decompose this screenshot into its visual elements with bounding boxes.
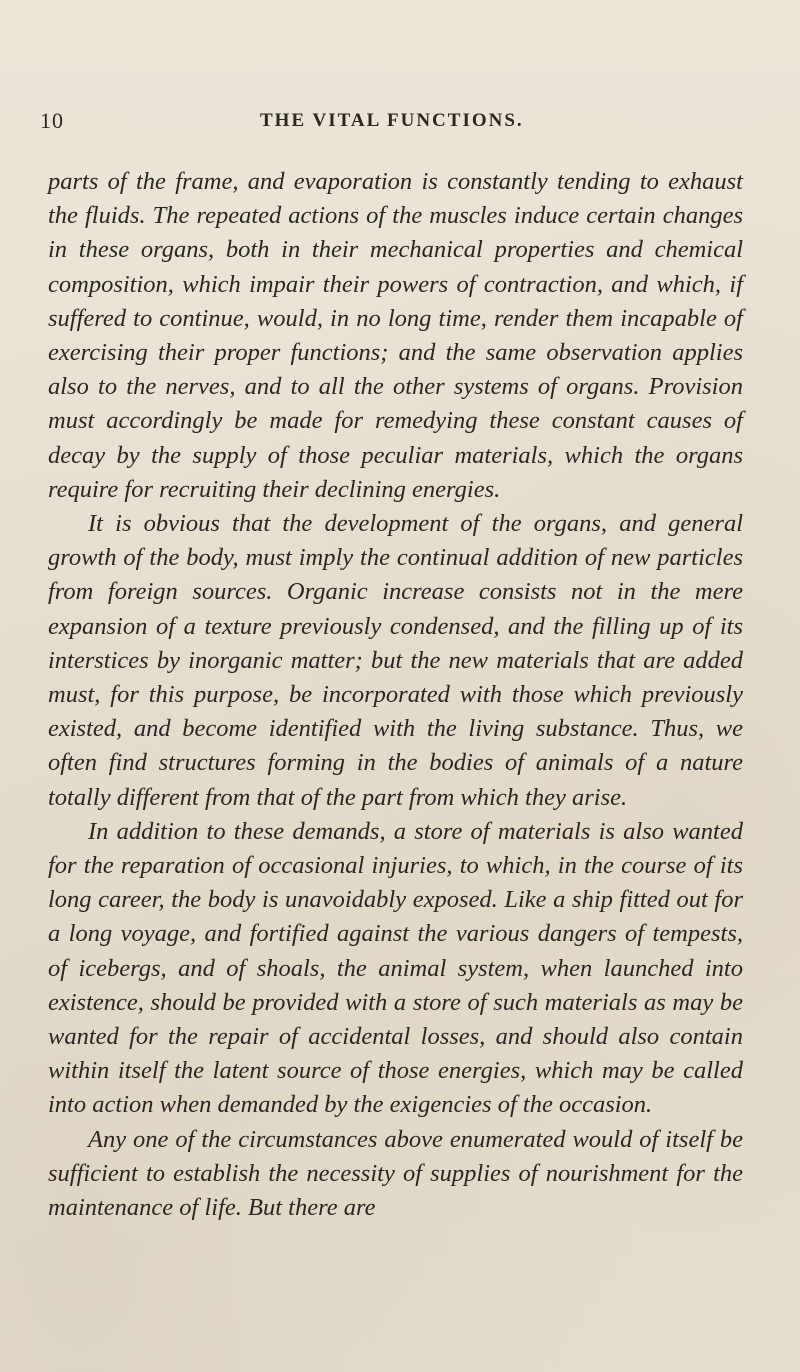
running-head: THE VITAL FUNCTIONS. bbox=[260, 110, 524, 131]
paragraph: In addition to these demands, a store of materials is also wanted for the reparation of occasional injuries, to which, in the course of its long career, the body is unavoidably exposed. Like a ship fitted out for a long voyage, and fortified against the various dangers of tempests, of icebergs, and of shoals, the animal system, when launched into existence, should be provided with a store of such materials as may be wanted for the repair of accidental losses, and should also contain within itself the latent source of those energies, which may be called into action when demanded by the exigencies of the occasion. bbox=[48, 817, 743, 1119]
paragraph: Any one of the circumstances above enumerated would of itself be sufficient to establish the necessity of supplies of nourishment for the maintenance of life. But there are bbox=[48, 1125, 743, 1222]
page-header bbox=[40, 108, 780, 138]
paragraph-continued: parts of the frame, and evaporation is constantly tending to exhaust the fluids. The repeated actions of the muscles induce certain changes in these organs, both in their mechanical properties and chemical composition, which impair their powers of contraction, and which, if suffered to continue, would, in no long time, render them incapable of exercising their proper functions; and the same observation applies also to the nerves, and to all the other systems of organs. Provision must accordingly be made for remedying these constant causes of decay by the supply of those peculiar materials, which the organs require for recruiting their declining energies. bbox=[48, 168, 743, 503]
page-number: 10 bbox=[40, 108, 64, 133]
paragraph: It is obvious that the development of the organs, and general growth of the body, must imply the continual addition of new particles from foreign sources. Organic increase consists not in the mere expansion of a texture previously condensed, and the filling up of its interstices by inorganic matter; but the new materials that are added must, for this purpose, be incorporated with those which previously existed, and become identified with the living substance. Thus, we often find structures forming in the bodies of animals of a nature totally different from that of the part from which they arise. bbox=[48, 510, 743, 811]
body-text bbox=[48, 165, 743, 1225]
